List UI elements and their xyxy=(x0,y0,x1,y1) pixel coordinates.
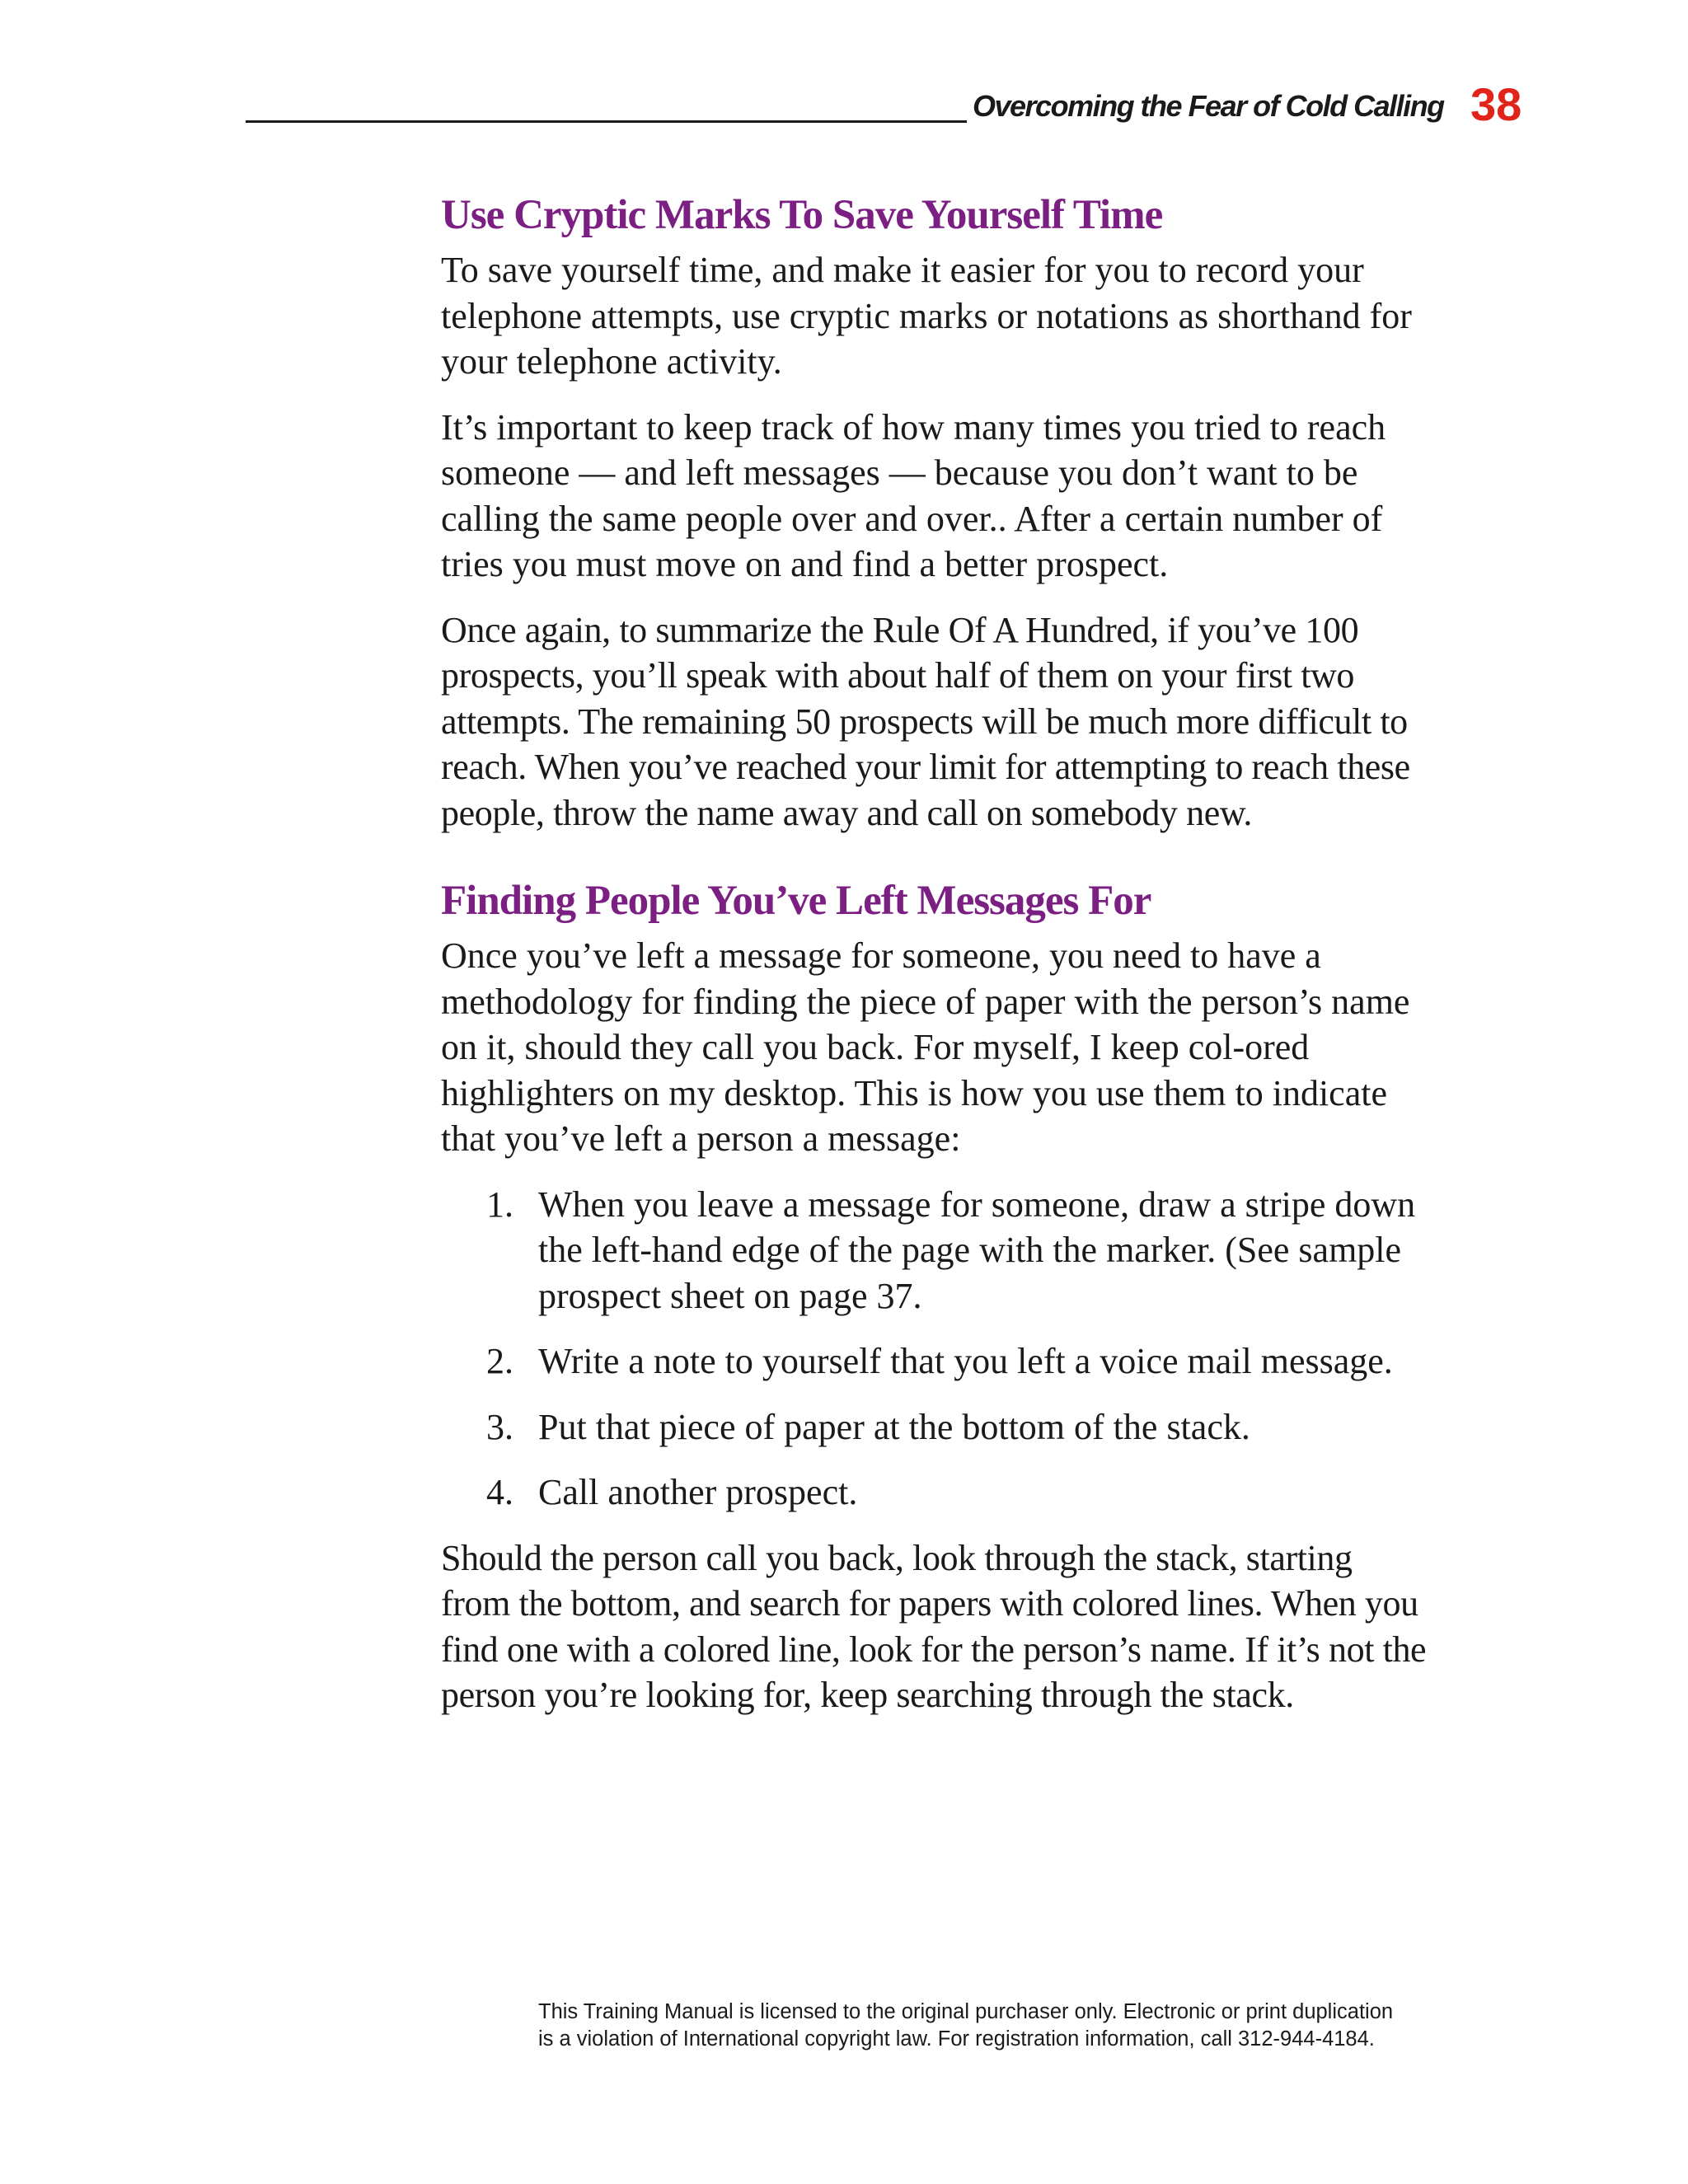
step-number: 2. xyxy=(486,1341,513,1381)
paragraph: Once again, to summarize the Rule Of A Hundred, if you’ve 100 prospects, you’ll speak with about half of them on your first two attempts. The remaining 50 prospects will be much more difficult to reach. When you’ve reached your limit for attempting to reach these people, throw the name away and call on somebody new. xyxy=(441,609,1410,833)
list-item xyxy=(441,1469,1430,1516)
header-rule xyxy=(246,120,967,123)
step-text: Call another prospect. xyxy=(538,1472,858,1512)
running-title: Overcoming the Fear of Cold Calling xyxy=(973,89,1444,123)
section-cryptic-marks xyxy=(441,190,1430,836)
numbered-steps xyxy=(441,1182,1430,1516)
section-finding-people xyxy=(441,875,1430,1718)
paragraph: To save yourself time, and make it easier for you to record your telephone attempts, use cryptic marks or notations as shorthand for your telephone activity. xyxy=(441,250,1412,382)
paragraph: Once you’ve left a message for someone, you need to have a methodology for finding the piece of paper with the person’s name on it, should they call you back. For myself, I keep col-ored highlighters on my desktop. This is how you use them to indicate that you’ve left a person a message: xyxy=(441,935,1410,1159)
list-item xyxy=(441,1182,1430,1319)
page-number: 38 xyxy=(1470,78,1522,130)
paragraph: It’s important to keep track of how many times you tried to reach someone — and left messages — because you don’t want to be calling the same people over and over.. After a certain number of tries you must move on and find a better prospect. xyxy=(441,406,1386,584)
footer-line: is a violation of International copyright law. For registration information, call 312-944-4184. xyxy=(538,2027,1375,2050)
step-number: 4. xyxy=(486,1472,513,1512)
step-number: 1. xyxy=(486,1183,513,1225)
step-number: 3. xyxy=(486,1406,513,1447)
section-heading: Finding People You’ve Left Messages For xyxy=(441,878,1151,924)
section-heading: Use Cryptic Marks To Save Yourself Time xyxy=(441,192,1163,238)
main-content xyxy=(441,190,1430,1738)
step-text: Put that piece of paper at the bottom of the stack. xyxy=(538,1406,1250,1447)
footer-line: This Training Manual is licensed to the original purchaser only. Electronic or print duplication xyxy=(538,2000,1394,2023)
step-text: Write a note to yourself that you left a voice mail message. xyxy=(538,1341,1393,1381)
list-item xyxy=(441,1404,1430,1451)
paragraph: Should the person call you back, look through the stack, starting from the bottom, and search for papers with colored lines. When you find one with a colored line, look for the person’s name. If it’s not the person you’re looking for, keep searching through the stack. xyxy=(441,1537,1427,1715)
running-header xyxy=(246,78,1538,130)
license-footer xyxy=(538,1999,1428,2053)
step-text: When you leave a message for someone, draw a stripe down the left-hand edge of the page with the marker. (See sample prospect sheet on page 37. xyxy=(538,1183,1416,1316)
list-item xyxy=(441,1338,1430,1385)
